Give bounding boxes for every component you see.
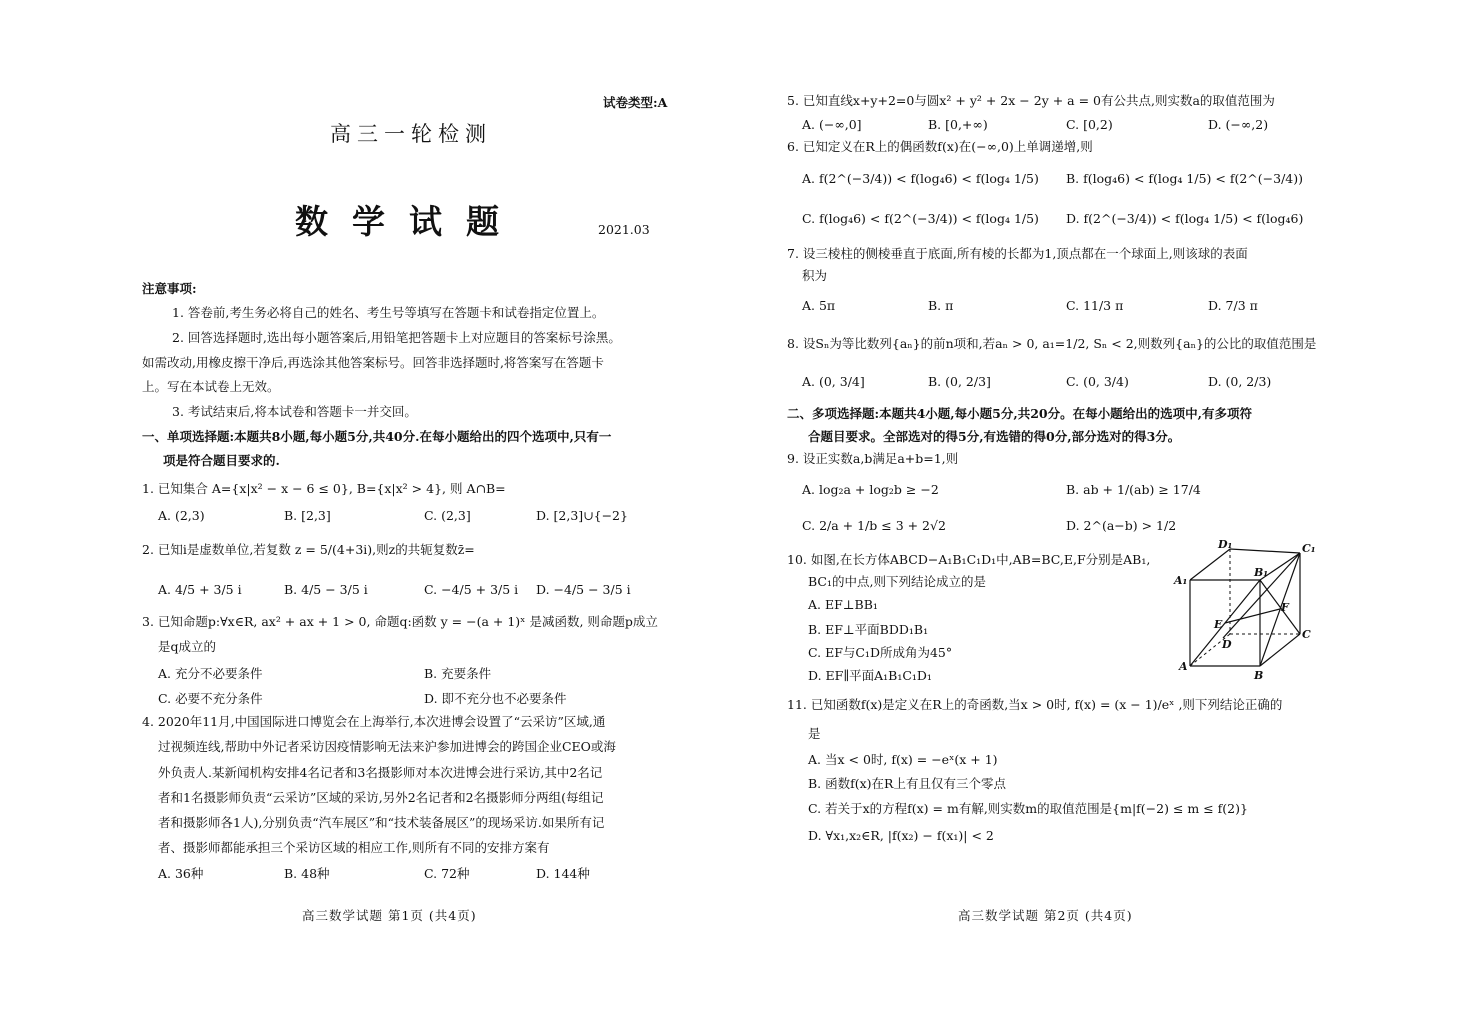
q7-option-a: A. 5π [802,298,836,313]
q3-stem-line-2: 是q成立的 [158,639,217,654]
section-1-header-line-2: 项是符合题目要求的. [163,453,280,468]
q7-option-d: D. 7/3 π [1208,298,1258,313]
q9-option-a: A. log₂a + log₂b ≥ −2 [802,482,939,497]
q4-option-a: A. 36种 [158,866,204,881]
q5-option-c: C. [0,2) [1066,117,1113,132]
label-e: E [1214,618,1223,631]
q11-stem-line-1: 11. 已知函数f(x)是定义在R上的奇函数,当x > 0时, f(x) = (x − 1)/eˣ ,则下列结论正确的 [787,697,1283,712]
q6-option-a: A. f(2^(−3/4)) < f(log₄6) < f(log₄ 1/5) [802,171,1039,186]
q11-option-c: C. 若关于x的方程f(x) = m有解,则实数m的取值范围是{m|f(−2) ≤ m ≤ f(2)} [808,801,1248,816]
q8-stem: 8. 设Sₙ为等比数列{aₙ}的前n项和,若aₙ > 0, a₁=1/2, Sₙ < 2,则数列{aₙ}的公比的取值范围是 [787,336,1317,351]
q10-option-b: B. EF⊥平面BDD₁B₁ [808,622,929,637]
segment-b1c [1260,580,1300,634]
q3-option-d: D. 即不充分也不必要条件 [424,691,567,706]
q1-option-c: C. (2,3] [424,508,471,523]
q11-option-d: D. ∀x₁,x₂∈R, |f(x₂) − f(x₁)| < 2 [808,828,994,843]
q5-option-a: A. (−∞,0] [802,117,862,132]
edge-d1c1 [1230,549,1300,553]
q3-option-a: A. 充分不必要条件 [158,666,263,681]
notice-item-3: 3. 考试结束后,将本试卷和答题卡一并交回。 [172,404,417,419]
q7-stem-line-1: 7. 设三棱柱的侧棱垂直于底面,所有棱的长都为1,顶点都在一个球面上,则该球的表面 [787,246,1248,261]
q2-option-b: B. 4/5 − 3/5 i [284,582,368,597]
paper-type: 试卷类型:A [603,95,668,110]
label-c: C [1302,628,1311,641]
q7-stem-line-2: 积为 [802,268,828,283]
q4-option-c: C. 72种 [424,866,470,881]
q4-line-5: 者和摄影师各1人),分别负责“汽车展区”和“技术装备展区”的现场采访.如果所有记 [158,815,605,830]
q9-stem: 9. 设正实数a,b满足a+b=1,则 [787,451,959,466]
label-a: A [1179,660,1188,673]
q11-stem-line-2: 是 [808,726,821,741]
q8-option-b: B. (0, 2/3] [928,374,991,389]
label-d1: D₁ [1218,538,1233,551]
q2-stem: 2. 已知i是虚数单位,若复数 z = 5/(4+3i),则z的共轭复数z̄= [142,542,475,557]
q1-option-d: D. [2,3]∪{−2} [536,508,628,523]
q6-option-b: B. f(log₄6) < f(log₄ 1/5) < f(2^(−3/4)) [1066,171,1303,186]
notice-heading: 注意事项: [142,281,197,296]
q3-option-c: C. 必要不充分条件 [158,691,263,706]
q8-option-d: D. (0, 2/3) [1208,374,1272,389]
q8-option-a: A. (0, 3/4] [802,374,865,389]
q5-stem: 5. 已知直线x+y+2=0与圆x² + y² + 2x − 2y + a = 0有公共点,则实数a的取值范围为 [787,93,1275,108]
q10-stem-line-2: BC₁的中点,则下列结论成立的是 [808,574,986,589]
q10-option-d: D. EF∥平面A₁B₁C₁D₁ [808,668,932,683]
q10-option-a: A. EF⊥BB₁ [808,597,878,612]
label-b: B [1254,669,1264,682]
edge-a1d1 [1190,549,1230,580]
section-2-header-line-1: 二、多项选择题:本题共4小题,每小题5分,共20分。在每小题给出的选项中,有多项符 [787,406,1252,421]
q11-option-b: B. 函数f(x)在R上有且仅有三个零点 [808,776,1006,791]
label-d: D [1222,638,1232,651]
q10-option-c: C. EF与C₁D所成角为45° [808,645,953,660]
q7-option-c: C. 11/3 π [1066,298,1124,313]
subject-title: 数学试题 [295,202,523,241]
page-2-footer: 高三数学试题 第2页 (共4页) [958,908,1133,923]
cuboid-figure [1168,538,1328,688]
q4-line-4: 者和1名摄影师负责“云采访”区域的采访,另外2名记者和2名摄影师分两组(每组记 [158,790,604,805]
q2-option-c: C. −4/5 + 3/5 i [424,582,519,597]
label-a1: A₁ [1174,574,1188,587]
q6-option-d: D. f(2^(−3/4)) < f(log₄ 1/5) < f(log₄6) [1066,211,1304,226]
page-1-footer: 高三数学试题 第1页 (共4页) [302,908,477,923]
q1-option-b: B. [2,3] [284,508,331,523]
q4-line-2: 过视频连线,帮助中外记者采访因疫情影响无法来沪参加进博会的跨国企业CEO或海 [158,739,616,754]
q9-option-c: C. 2/a + 1/b ≤ 3 + 2√2 [802,518,946,533]
q2-option-a: A. 4/5 + 3/5 i [158,582,242,597]
q4-line-6: 者、摄影师都能承担三个采访区域的相应工作,则所有不同的安排方案有 [158,840,550,855]
q4-option-d: D. 144种 [536,866,590,881]
label-b1: B₁ [1254,566,1269,579]
section-2-header-line-2: 合题目要求。全部选对的得5分,有选错的得0分,部分选对的得3分。 [808,429,1181,444]
q1-stem: 1. 已知集合 A={x|x² − x − 6 ≤ 0}, B={x|x² > 4}, 则 A∩B= [142,481,506,496]
notice-item-2-line-1: 2. 回答选择题时,选出每小题答案后,用铅笔把答题卡上对应题目的答案标号涂黑。 [172,330,621,345]
q4-line-3: 外负责人.某新闻机构安排4名记者和3名摄影师对本次进博会进行采访,其中2名记 [158,765,603,780]
label-f: F [1281,601,1289,614]
q4-option-b: B. 48种 [284,866,330,881]
label-c1: C₁ [1302,542,1316,555]
q2-option-d: D. −4/5 − 3/5 i [536,582,631,597]
q10-stem-line-1: 10. 如图,在长方体ABCD−A₁B₁C₁D₁中,AB=BC,E,F分别是AB₁, [787,552,1151,567]
q8-option-c: C. (0, 3/4) [1066,374,1129,389]
section-1-header-line-1: 一、单项选择题:本题共8小题,每小题5分,共40分.在每小题给出的四个选项中,只有一 [142,429,612,444]
q5-option-d: D. (−∞,2) [1208,117,1269,132]
q4-line-1: 4. 2020年11月,中国国际进口博览会在上海举行,本次进博会设置了“云采访”区域,通 [142,714,606,729]
notice-item-1: 1. 答卷前,考生务必将自己的姓名、考生号等填写在答题卡和试卷指定位置上。 [172,305,605,320]
q6-option-c: C. f(log₄6) < f(2^(−3/4)) < f(log₄ 1/5) [802,211,1039,226]
exam-date: 2021.03 [598,222,650,237]
q6-stem: 6. 已知定义在R上的偶函数f(x)在(−∞,0)上单调递增,则 [787,139,1093,154]
q9-option-b: B. ab + 1/(ab) ≥ 17/4 [1066,482,1201,497]
q7-option-b: B. π [928,298,954,313]
notice-item-2-line-3: 上。写在本试卷上无效。 [142,379,280,394]
q9-option-d: D. 2^(a−b) > 1/2 [1066,518,1177,533]
notice-item-2-line-2: 如需改动,用橡皮擦干净后,再选涂其他答案标号。回答非选择题时,将答案写在答题卡 [142,355,604,370]
exam-name: 高三一轮检测 [330,122,492,146]
segment-ef [1225,609,1280,623]
q3-option-b: B. 充要条件 [424,666,492,681]
q3-stem-line-1: 3. 已知命题p:∀x∈R, ax² + ax + 1 > 0, 命题q:函数 y = −(a + 1)ˣ 是减函数, 则命题p成立 [142,614,658,629]
q11-option-a: A. 当x < 0时, f(x) = −eˣ(x + 1) [808,752,998,767]
q1-option-a: A. (2,3) [158,508,205,523]
q5-option-b: B. [0,+∞) [928,117,988,132]
